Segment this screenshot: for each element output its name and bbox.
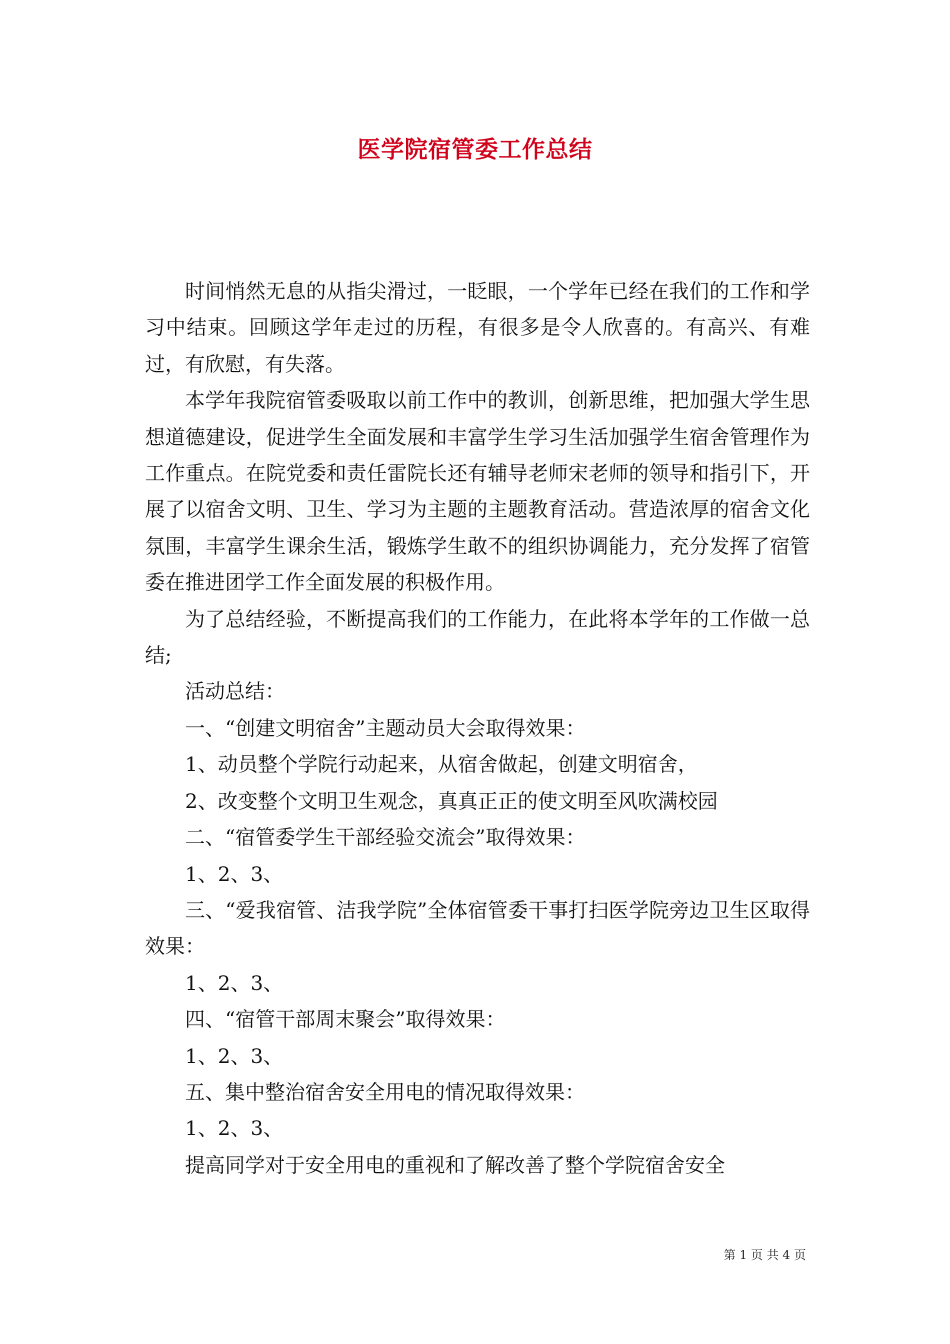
activity-1-result-1: 1、动员整个学院行动起来，从宿舍做起，创建文明宿舍，: [185, 752, 698, 777]
section-heading-activities: 活动总结：: [185, 679, 285, 704]
activity-heading-4: 四、“宿管干部周末聚会”取得效果：: [185, 1007, 506, 1032]
activity-heading-1: 一、“创建文明宿舍”主题动员大会取得效果：: [185, 715, 586, 740]
activity-heading-3: 三、“爱我宿管、洁我学院”全体宿管委干事打扫医学院旁边卫生区取得效果：: [145, 897, 810, 959]
document-title: 医学院宿管委工作总结: [357, 136, 593, 163]
paragraph-overview: 本学年我院宿管委吸取以前工作中的教训，创新思维，把加强大学生思想道德建设，促进学生全面发展和丰富学生学习生活加强学生宿舍管理作为工作重点。在院党委和责任雷院长还有辅导老师宋老师的领导和指引下，开展了以宿舍文明、卫生、学习为主题的主题教育活动。营造浓厚的宿舍文化氛围，丰富学生课余生活，锻炼学生敢不的组织协调能力，充分发挥了宿管委在推进团学工作全面发展的积极作用。: [145, 388, 810, 595]
paragraph-purpose: 为了总结经验，不断提高我们的工作能力，在此将本学年的工作做一总结;: [145, 606, 810, 668]
activity-3-results: 1、2、3、: [185, 970, 284, 995]
activity-1-result-2: 2、改变整个文明卫生观念，真真正正的使文明至风吹满校园: [185, 788, 718, 813]
activity-heading-2: 二、“宿管委学生干部经验交流会”取得效果：: [185, 825, 586, 850]
activity-4-results: 1、2、3、: [185, 1043, 284, 1068]
activity-5-results: 1、2、3、: [185, 1116, 284, 1141]
activity-heading-5: 五、集中整治宿舍安全用电的情况取得效果：: [185, 1079, 585, 1104]
activity-2-results: 1、2、3、: [185, 861, 284, 886]
paragraph-safety: 提高同学对于安全用电的重视和了解改善了整个学院宿舍安全: [185, 1152, 725, 1177]
page-number: 第 1 页 共 4 页: [723, 1248, 806, 1262]
document-body: [145, 273, 810, 1183]
paragraph-intro: 时间悄然无息的从指尖滑过，一眨眼，一个学年已经在我们的工作和学习中结束。回顾这学年走过的历程，有很多是令人欣喜的。有高兴、有难过，有欣慰，有失落。: [145, 279, 810, 376]
